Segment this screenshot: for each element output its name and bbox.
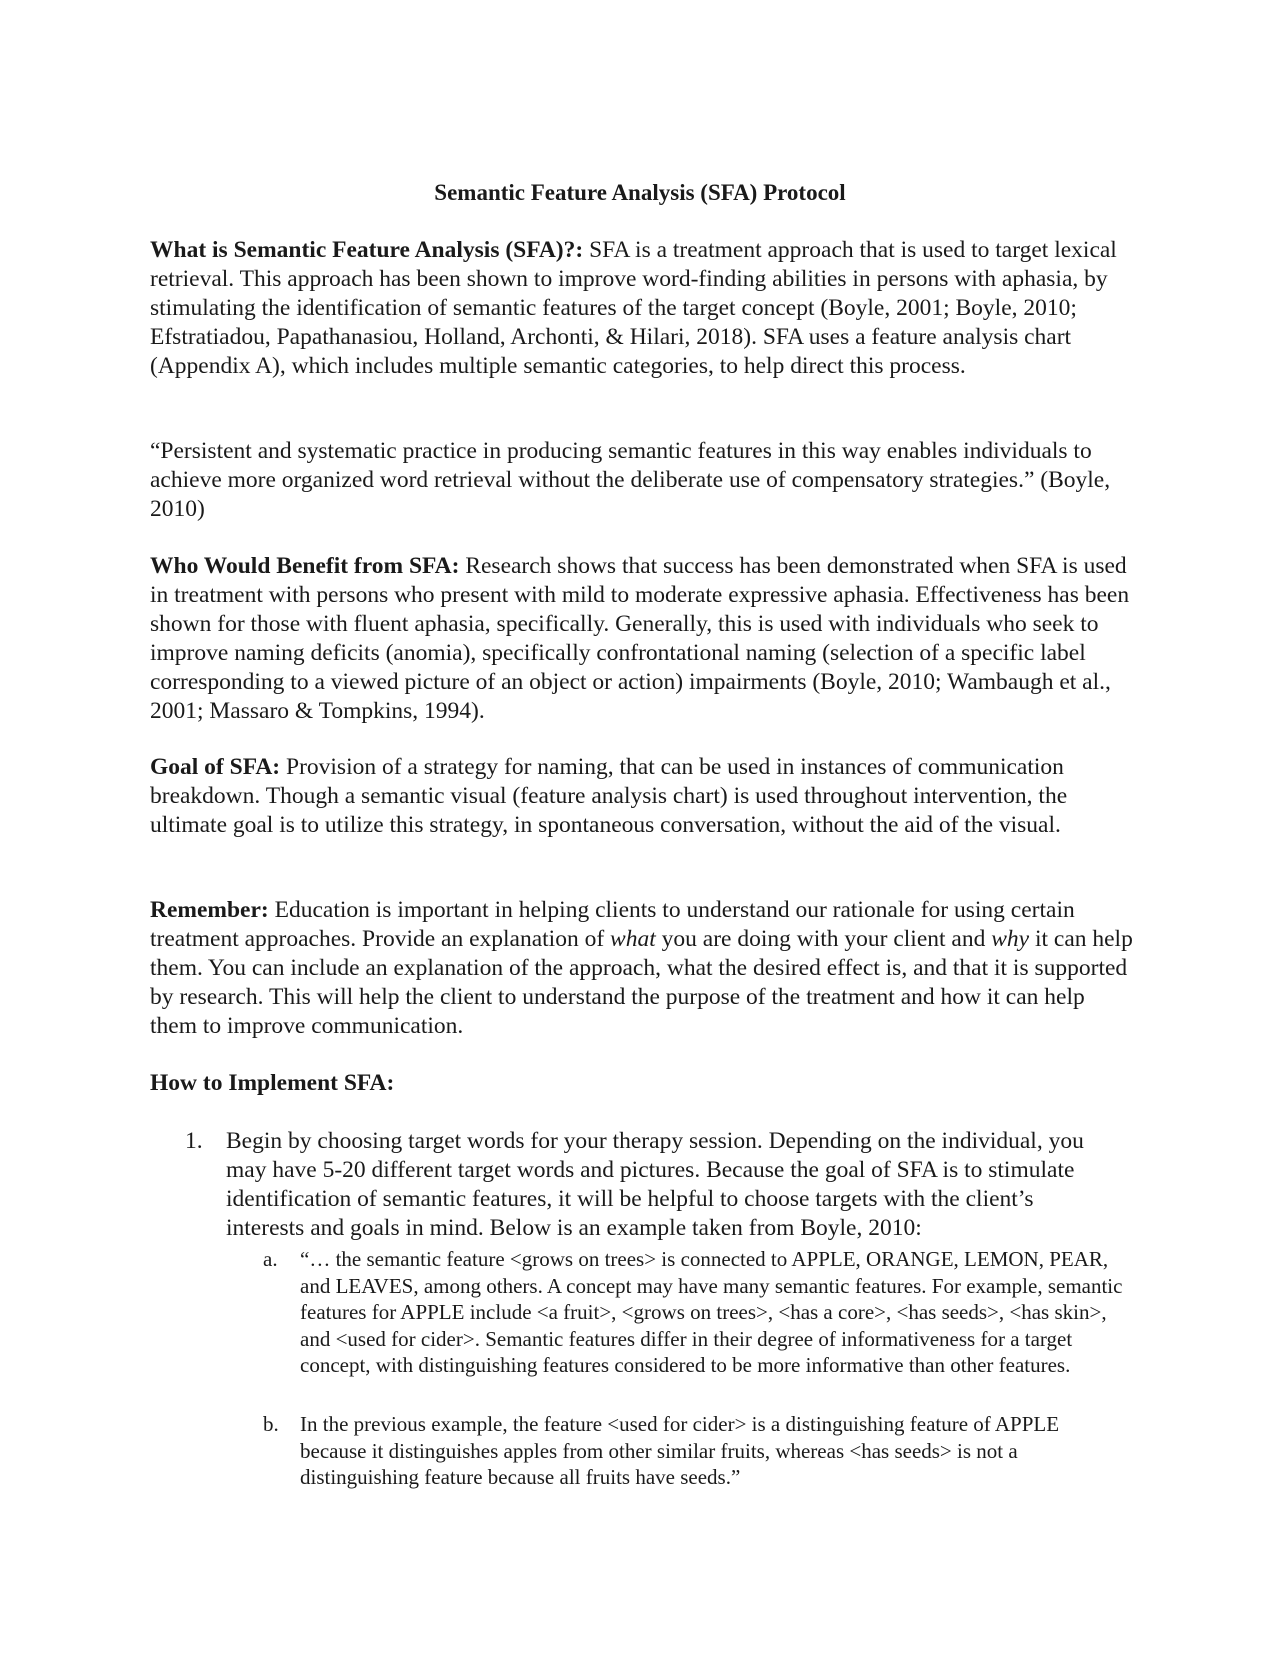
remember-text-3: it can help them. You can include an explanation of the approach, what the desired effect is, and that it is supported by research. This will help the client to understand the purpose of the treatment and how it can help them to improve communication. [150,926,1133,1039]
remember-heading: Remember: [150,897,269,923]
remember-italic-why: why [991,926,1030,952]
substep-letter: a. [263,1247,278,1271]
what-is-sfa-text: SFA is a treatment approach that is used to target lexical retrieval. This approach has been shown to improve word-finding abilities in persons with aphasia, by stimulating the identification of semantic features of the target concept (Boyle, 2001; Boyle, 2010; Efstratiadou, Papathanasiou, Holland, Archonti, & Hilari, 2018). SFA uses a feature analysis chart (Appendix A), which includes multiple semantic categories, to help direct this process. [150,237,1117,379]
what-is-sfa-paragraph [150,236,1135,381]
implement-substep-b [263,1411,1123,1491]
implement-substep-a [263,1246,1123,1379]
step-text: Begin by choosing target words for your therapy session. Depending on the individual, you may have 5-20 different target words and pictures. Because the goal of SFA is to stimulate identification of semantic features, it will be helpful to choose targets with the client’s interests and goals in mind. Below is an example taken from Boyle, 2010: [226,1128,1084,1241]
who-benefits-heading: Who Would Benefit from SFA: [150,553,460,579]
remember-paragraph [150,896,1135,1041]
implement-heading: How to Implement SFA: [150,1070,395,1096]
remember-text-2: you are doing with your client and [655,926,992,952]
remember-text-1: Education is important in helping clients to understand our rationale for using certain treatment approaches. Provide an explanation of [150,897,1075,952]
substep-text: In the previous example, the feature <used for cider> is a distinguishing feature of APPLE because it distinguishes apples from other similar fruits, whereas <has seeds> is not a distinguishing feature because all fruits have seeds.” [300,1412,1060,1489]
goal-text: Provision of a strategy for naming, that can be used in instances of communication breakdown. Though a semantic visual (feature analysis chart) is used throughout intervention, the ultimate goal is to utilize this strategy, in spontaneous conversation, without the aid of the visual. [150,754,1068,838]
who-benefits-paragraph [150,552,1135,726]
goal-heading: Goal of SFA: [150,754,281,780]
implement-step-1 [185,1127,1110,1243]
remember-italic-what: what [610,926,656,952]
document-title: Semantic Feature Analysis (SFA) Protocol [434,180,846,205]
substep-text: “… the semantic feature <grows on trees> is connected to APPLE, ORANGE, LEMON, PEAR, and LEAVES, among others. A concept may have many semantic features. For example, semantic features for APPLE include <a fruit>, <grows on trees>, <has a core>, <has seeds>, <has skin>, and <used for cider>. Semantic features differ in their degree of informativeness for a target concept, with distinguishing features considered to be more informative than other features. [300,1247,1123,1377]
step-number: 1. [185,1128,203,1154]
what-is-sfa-heading: What is Semantic Feature Analysis (SFA)?: [150,237,584,263]
substep-letter: b. [263,1412,279,1436]
who-benefits-text: Research shows that success has been demonstrated when SFA is used in treatment with persons who present with mild to moderate expressive aphasia. Effectiveness has been shown for those with fluent aphasia, specifically. Generally, this is used with individuals who seek to improve naming deficits (anomia), specifically confrontational naming (selection of a specific label corresponding to a viewed picture of an object or action) impairments (Boyle, 2010; Wambaugh et al., 2001; Massaro & Tompkins, 1994). [150,553,1130,724]
goal-paragraph [150,753,1135,840]
boyle-quote-paragraph: “Persistent and systematic practice in producing semantic features in this way enables individuals to achieve more organized word retrieval without the deliberate use of compensatory strategies.” (Boyle, 2010) [150,438,1111,522]
